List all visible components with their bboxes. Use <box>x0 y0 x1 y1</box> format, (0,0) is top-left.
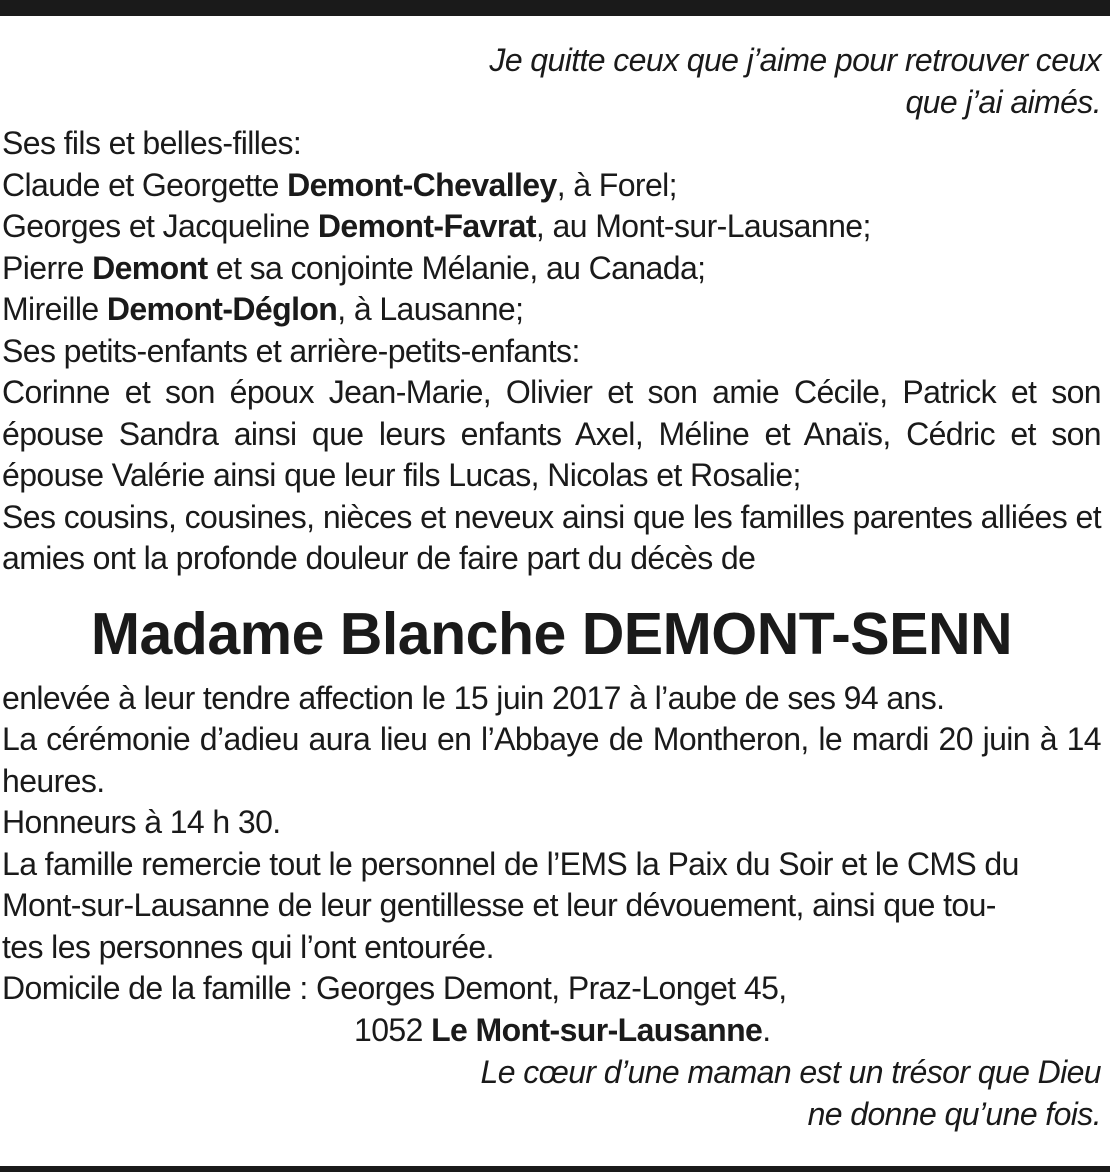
family-member-1: Claude et Georgette Demont-Chevalley, à Forel; <box>2 166 677 203</box>
grandchildren-paragraph: Corinne et son époux Jean-Marie, Olivier et son amie Cécile, Patrick et son épouse Sandra ainsi que leurs enfants Axel, Méline et Anaïs, Cédric et son épouse Valérie ainsi que leur fils Lucas, Nicolas et Rosalie; <box>2 374 1101 493</box>
relatives-paragraph: Ses cousins, cousines, nièces et neveux ainsi que les familles parentes alliées et amies ont la profonde douleur de faire part du décès de <box>2 498 1101 576</box>
passing-line: enlevée à leur tendre affection le 15 juin 2017 à l’aube de ses 94 ans. <box>2 679 945 716</box>
thanks-paragraph <box>2 844 1101 969</box>
closing-quote-line-1: Le cœur d’une maman est un trésor que Dieu <box>480 1054 1101 1090</box>
postcode: 1052 <box>354 1011 432 1048</box>
deceased-name-heading: Madame Blanche DEMONT-SENN <box>90 600 1013 667</box>
closing-quote <box>2 1052 1101 1135</box>
thanks-line-1: La famille remercie tout le personnel de l’EMS la Paix du Soir et le CMS du <box>2 845 1019 882</box>
opening-quote-line-2: que j’ai aimés. <box>905 83 1101 120</box>
family-member-4-surname: Demont-Déglon <box>106 291 338 327</box>
sons-heading: Ses fils et belles-filles: <box>2 125 302 161</box>
family-member-2: Georges et Jacqueline Demont-Favrat, au Mont-sur-Lausanne; <box>2 208 871 244</box>
thanks-line-2: Mont-sur-Lausanne de leur gentillesse et leur dévouement, ainsi que tou- <box>2 887 996 923</box>
domicile-line: Domicile de la famille : Georges Demont, Praz-Longet 45, <box>2 970 787 1006</box>
domicile-address: 1052 Le Mont-sur-Lausanne. <box>354 1011 771 1048</box>
town-name: Le Mont-sur-Lausanne <box>431 1011 763 1048</box>
opening-quote <box>2 40 1101 123</box>
family-member-2-surname: Demont-Favrat <box>317 208 536 244</box>
family-member-3: Pierre Demont et sa conjointe Mélanie, au Canada; <box>2 249 706 286</box>
bottom-border-rule <box>0 1166 1110 1172</box>
honours-line: Honneurs à 14 h 30. <box>2 804 281 840</box>
ceremony-paragraph: La cérémonie d’adieu aura lieu en l’Abbaye de Montheron, le mardi 20 juin à 14 heures. <box>2 721 1101 799</box>
closing-quote-line-2: ne donne qu’une fois. <box>807 1095 1101 1132</box>
family-member-3-surname: Demont <box>92 249 208 286</box>
obituary-notice <box>2 40 1101 1135</box>
top-border-rule <box>0 0 1110 16</box>
opening-quote-line-1: Je quitte ceux que j’aime pour retrouver ceux <box>489 42 1101 78</box>
family-member-4: Mireille Demont-Déglon, à Lausanne; <box>2 291 524 327</box>
grandchildren-heading: Ses petits-enfants et arrière-petits-enfants: <box>2 332 580 369</box>
thanks-line-3: tes les personnes qui l’ont entourée. <box>2 928 494 965</box>
family-member-1-surname: Demont-Chevalley <box>287 166 557 203</box>
